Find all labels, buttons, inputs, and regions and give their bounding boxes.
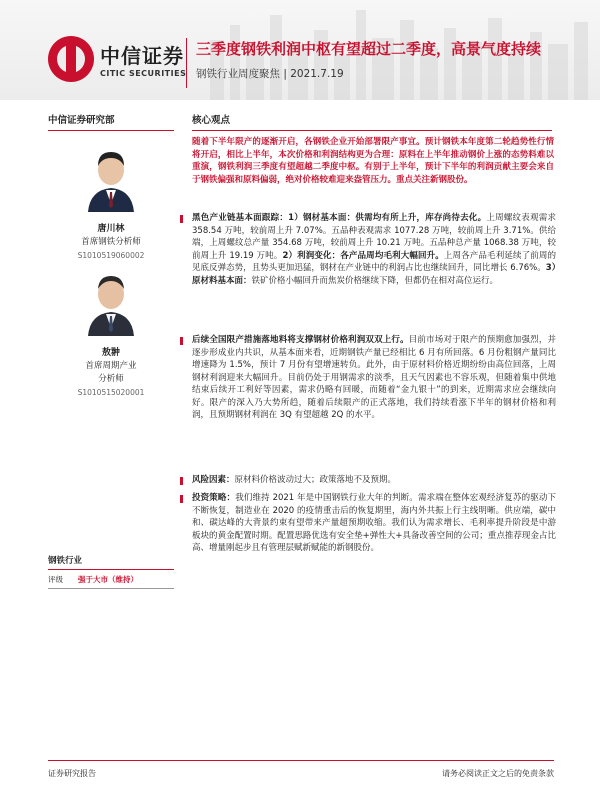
- analyst-photo-avatar: [84, 146, 138, 212]
- report-subtitle: 钢铁行业周度聚焦 | 2021.7.19: [196, 68, 344, 80]
- analyst-role: 首席周期产业: [85, 361, 137, 371]
- section-bold: 投资策略：: [192, 493, 236, 503]
- section-marker-icon: [180, 495, 183, 503]
- section-text: 原材料价格波动过大；政策落地不及预期。: [234, 475, 397, 485]
- section-risk: [180, 474, 556, 487]
- company-logo: [48, 36, 186, 82]
- section-bold: 黑色产业链基本面跟踪：1）钢材基本面：供需均有所上升，库存尚待去化。: [192, 213, 487, 223]
- analyst-card: [48, 146, 174, 262]
- analyst-photo-avatar: [84, 270, 138, 336]
- section-marker-icon: [180, 477, 183, 485]
- analyst-license-code: S1010519060002: [77, 251, 145, 260]
- section-supply-chain: [180, 212, 556, 287]
- rating-value: 强于大市（维持）: [78, 575, 138, 584]
- section-investment-strategy: [180, 492, 556, 555]
- section-bold: 后续全国限产措施落地料将支撑钢材价格利润双双上行。: [192, 335, 409, 345]
- section-bold: 3）原材料基本面：: [192, 263, 556, 286]
- logo-cn-text: 中信证券: [100, 44, 184, 68]
- analyst-name: 唐川林: [97, 224, 125, 234]
- analyst-license-code: S1010515020001: [77, 388, 145, 397]
- analyst-role: 分析师: [98, 374, 124, 384]
- footer-divider: [48, 760, 554, 761]
- section-text: 我们维持 2021 年是中国钢铁行业大年的判断。需求端在整体宏观经济复苏的驱动下不断恢复，制造业在 2020 的疫情重击后的恢复期里，海内外共振上行主线明晰。供应端，碳中和、碳达峰的大背景约束有望带来产量超预期收缩。我们认为需求增长、毛利率提升阶段是中游板块的黄金配置时期。配置思路优选有安全垫+弹性大+具备改善空间的公司；重点推荐现金占比高、增量刚起步且有管理层赋新赋能的新钢股份。: [192, 493, 556, 553]
- footer-report-type: 证券研究报告: [48, 769, 96, 778]
- sector-rating-box: [48, 554, 174, 589]
- rating-label: 评级: [48, 575, 63, 584]
- section-text: 上周螺纹表观需求 358.54 万吨，较前周上升 7.07%。五品种表观需求 1077.28 万吨，较前周上升 3.71%。供给端，上周螺纹总产量 354.68 万吨，较前周上升 10.21 万吨。五品种总产量 1068.38 万吨，较前周上升 19.19 万吨。: [192, 213, 556, 261]
- logo-en-text: CITIC SECURITIES: [100, 69, 187, 78]
- rating-row: [48, 574, 174, 589]
- section-text: 目前市场对于限产的预期愈加强烈，并逐步形成业内共识，从基本面来看，近期钢铁产量已经相比 6 月有所回落。6 月份粗钢产量同比增速降为 1.5%，预计 7 月份有望增速转负。此外，由于原材料价格近期纷纷由高位回落，上周钢材利润迎来大幅回升。目前仍处于用钢需求的淡季，且天气因素也不容乐观，但随着集中供地结束后续开工利好等因素，需求仍略有回暖，而随着“金九银十”的到来，近期需求应会继续向好。限产的深入乃大势所趋，随着后续限产的正式落地，我们持续看涨下半年的钢材价格和利润，且预期钢材利润在 3Q 有望超越 2Q 的水平。: [192, 335, 556, 420]
- analyst-name: 敖翀: [101, 348, 120, 358]
- section-text: 铁矿价格小幅回升而焦炭价格继续下降，但都仍在相对高位运行。: [251, 275, 499, 286]
- section-bold: 2）利润变化：各产品周均毛利大幅回升。: [282, 250, 444, 261]
- report-header: [0, 0, 600, 100]
- section-bold: 风险因素：: [192, 475, 235, 485]
- section-marker-icon: [180, 337, 183, 345]
- research-dept-heading: 中信证券研究部: [48, 112, 174, 131]
- section-production-limit: [180, 334, 556, 422]
- header-divider: [186, 38, 187, 88]
- sector-label: 钢铁行业: [48, 554, 174, 570]
- analyst-role: 首席钢铁分析师: [81, 237, 141, 247]
- core-view-heading: 核心观点: [192, 112, 552, 131]
- footer-disclaimer: 请务必阅读正文之后的免责条款: [442, 769, 554, 778]
- report-title: 三季度钢铁利润中枢有望超过二季度，高景气度持续: [196, 40, 542, 58]
- section-marker-icon: [180, 215, 183, 223]
- analyst-card: [48, 270, 174, 399]
- section-text: 上周各产品毛利延续了前周的见底反弹态势，且势头更加迅猛，钢材在产业链中的利润占比也继续回升，同比增长 6.76%。: [192, 250, 556, 273]
- citic-logo-icon: [48, 36, 94, 82]
- core-view-summary: 随着下半年限产的逐渐开启，各钢铁企业开始部署限产事宜。预计钢铁本年度第二轮趋势性行情将开启，相比上半年，本次价格和利润结构更为合理：原料在上半年推动钢价上涨的态势料难以重演，钢铁利润三季度有望超越二季度中枢。有别于上半年，预计下半年的利润贡献主要会来自于钢铁偏强和原料偏弱，绝对价格较难迎来盎管压力。重点关注新钢股份。: [192, 137, 554, 185]
